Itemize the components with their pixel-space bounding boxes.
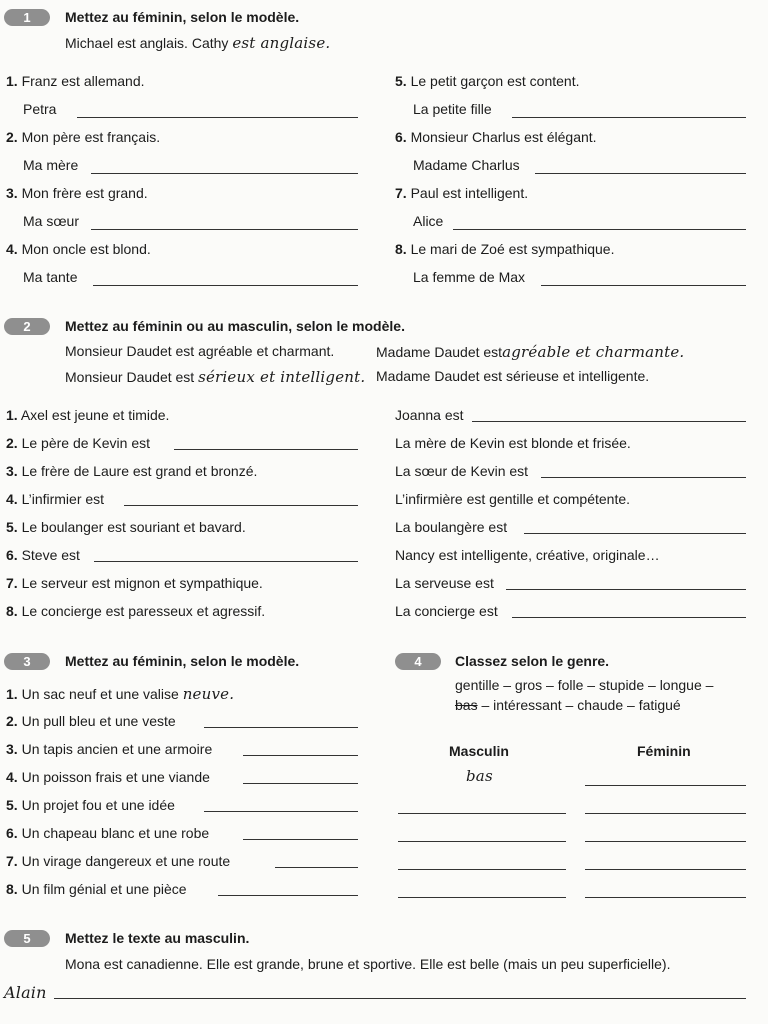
ex1-answer-line-4[interactable] — [93, 285, 358, 286]
ex1-prompt-8: La femme de Max — [413, 269, 526, 285]
item-sentence: Le boulanger est souriant et bavard. — [21, 519, 246, 535]
ex2-answer-line-2[interactable] — [174, 449, 358, 450]
ex2-row-6-right: Nancy est intelligente, créative, originale… — [395, 547, 660, 563]
item-number: 2. — [6, 129, 18, 145]
ex3-answer-line-6[interactable] — [243, 839, 358, 840]
ex2-row-7-right: La serveuse est — [395, 575, 494, 591]
ex1-item-6 — [395, 129, 597, 145]
ex3-answer-line-7[interactable] — [275, 867, 358, 868]
ex1-item-1 — [6, 73, 145, 89]
item-sentence: Un film génial et une pièce — [21, 881, 187, 897]
ex4-feminin-line-1[interactable] — [585, 785, 746, 786]
exercise-2-title: Mettez au féminin ou au masculin, selon le modèle. — [65, 318, 405, 334]
ex1-answer-line-6[interactable] — [535, 173, 746, 174]
ex3-item-2 — [6, 713, 176, 729]
item-number: 7. — [6, 853, 18, 869]
ex1-answer-line-3[interactable] — [91, 229, 358, 230]
ex3-item-6 — [6, 825, 209, 841]
item-number: 6. — [6, 547, 18, 563]
ex2-model-2-right: Madame Daudet est sérieuse et intelligente. — [376, 368, 650, 384]
ex1-prompt-6: Madame Charlus — [413, 157, 520, 173]
item-number: 3. — [6, 463, 18, 479]
ex1-item-4 — [6, 241, 151, 257]
item-sentence: Le mari de Zoé est sympathique. — [410, 241, 615, 257]
item-sentence: Un poisson frais et une viande — [21, 769, 210, 785]
ex1-answer-line-8[interactable] — [541, 285, 746, 286]
item-number: 4. — [6, 241, 18, 257]
ex4-feminin-line-2[interactable] — [585, 813, 746, 814]
ex4-masculin-line-3[interactable] — [398, 841, 566, 842]
item-sentence: Steve est — [21, 547, 80, 563]
ex3-item-5 — [6, 797, 175, 813]
item-sentence: Mon oncle est blond. — [21, 241, 151, 257]
ex4-word-list-line-1: gentille – gros – folle – stupide – longue – — [455, 677, 714, 693]
ex2-row-1-right: Joanna est — [395, 407, 464, 423]
ex3-item-8 — [6, 881, 187, 897]
item-number: 8. — [6, 603, 18, 619]
ex5-answer-line[interactable] — [54, 998, 746, 999]
ex4-feminin-line-3[interactable] — [585, 841, 746, 842]
ex3-item-4 — [6, 769, 210, 785]
item-sentence: Le frère de Laure est grand et bronzé. — [21, 463, 258, 479]
exercise-3-title: Mettez au féminin, selon le modèle. — [65, 653, 300, 669]
item-number: 3. — [6, 741, 18, 757]
ex2-model-1-right — [376, 343, 684, 361]
item-number: 1. — [6, 73, 18, 89]
ex3-answer-line-4[interactable] — [243, 783, 358, 784]
ex2-row-4-right: L’infirmière est gentille et compétente. — [395, 491, 631, 507]
item-number: 6. — [6, 825, 18, 841]
ex1-answer-line-2[interactable] — [91, 173, 358, 174]
item-sentence: Le père de Kevin est — [21, 435, 150, 451]
item-number: 5. — [6, 797, 18, 813]
ex2-row-5-left — [6, 519, 246, 535]
ex2-model-2-left — [65, 368, 365, 386]
ex1-prompt-5: La petite fille — [413, 101, 492, 117]
ex1-prompt-2: Ma mère — [23, 157, 79, 173]
ex1-prompt-1: Petra — [23, 101, 57, 117]
model-sentence: Monsieur Daudet est — [65, 369, 195, 385]
item-sentence: Un pull bleu et une veste — [21, 713, 176, 729]
ex4-feminin-line-5[interactable] — [585, 897, 746, 898]
model-answer: agréable et charmante. — [502, 343, 685, 361]
item-number: 4. — [6, 769, 18, 785]
item-number: 4. — [6, 491, 18, 507]
ex2-row-8-right: La concierge est — [395, 603, 498, 619]
item-number: 2. — [6, 713, 18, 729]
item-sentence: Mon père est français. — [21, 129, 161, 145]
exercise-4-badge: 4 — [395, 653, 441, 670]
exercise-5-badge: 5 — [4, 930, 50, 947]
exercise-1-title: Mettez au féminin, selon le modèle. — [65, 9, 300, 25]
item-sentence: Monsieur Charlus est élégant. — [410, 129, 597, 145]
model-answer: est anglaise. — [232, 34, 331, 52]
item-number: 8. — [6, 881, 18, 897]
item-number: 6. — [395, 129, 407, 145]
item-sentence: Le petit garçon est content. — [410, 73, 580, 89]
item-number: 5. — [6, 519, 18, 535]
ex4-masculin-line-2[interactable] — [398, 813, 566, 814]
ex2-row-6-left — [6, 547, 80, 563]
ex1-item-8 — [395, 241, 614, 257]
ex2-row-2-left — [6, 435, 150, 451]
item-sentence: L’infirmier est — [21, 491, 105, 507]
column-header-masculin: Masculin — [449, 743, 509, 759]
ex4-masculin-line-5[interactable] — [398, 897, 566, 898]
ex4-masculin-line-4[interactable] — [398, 869, 566, 870]
ex3-item-7 — [6, 853, 230, 869]
ex2-answer-line-7[interactable] — [506, 589, 746, 590]
ex2-model-1-left: Monsieur Daudet est agréable et charmant. — [65, 343, 335, 359]
ex1-answer-line-5[interactable] — [512, 117, 746, 118]
ex2-answer-line-8[interactable] — [512, 617, 746, 618]
exercise-3-badge: 3 — [4, 653, 50, 670]
model-sentence: Michael est anglais. Cathy — [65, 35, 229, 51]
item-sentence: Franz est allemand. — [21, 73, 145, 89]
item-number: 7. — [395, 185, 407, 201]
ex5-source-text: Mona est canadienne. Elle est grande, brune et sportive. Elle est belle (mais un peu superficielle). — [65, 956, 671, 972]
exercise-5-title: Mettez le texte au masculin. — [65, 930, 250, 946]
ex1-item-5 — [395, 73, 579, 89]
ex5-answer-start: Alain — [4, 983, 47, 1002]
ex2-row-4-left — [6, 491, 104, 507]
ex3-answer-line-8[interactable] — [218, 895, 358, 896]
item-number: 3. — [6, 185, 18, 201]
model-sentence: Madame Daudet est — [376, 344, 503, 360]
column-header-feminin: Féminin — [637, 743, 691, 759]
item-sentence: Un chapeau blanc et une robe — [21, 825, 210, 841]
ex4-example-answer: bas — [466, 767, 493, 785]
ex2-answer-line-5[interactable] — [524, 533, 746, 534]
ex1-prompt-3: Ma sœur — [23, 213, 79, 229]
ex2-row-3-left — [6, 463, 257, 479]
ex1-item-3 — [6, 185, 148, 201]
item-number: 7. — [6, 575, 18, 591]
ex3-answer-line-3[interactable] — [243, 755, 358, 756]
ex3-item-3 — [6, 741, 212, 757]
ex2-row-7-left — [6, 575, 263, 591]
ex3-answer-line-2[interactable] — [204, 727, 358, 728]
item-number: 8. — [395, 241, 407, 257]
ex2-row-1-left — [6, 407, 169, 423]
model-answer: sérieux et intelligent. — [198, 368, 366, 386]
exercise-4-title: Classez selon le genre. — [455, 653, 610, 669]
ex2-row-5-right: La boulangère est — [395, 519, 508, 535]
exercise-1-model — [65, 34, 330, 52]
ex1-answer-line-1[interactable] — [77, 117, 358, 118]
ex3-answer-line-5[interactable] — [204, 811, 358, 812]
item-sentence: Axel est jeune et timide. — [20, 407, 170, 423]
item-sentence: Paul est intelligent. — [410, 185, 529, 201]
ex1-item-2 — [6, 129, 160, 145]
ex2-row-2-right: La mère de Kevin est blonde et frisée. — [395, 435, 631, 451]
item-sentence: Le serveur est mignon et sympathique. — [21, 575, 263, 591]
ex4-word-list-line-2 — [455, 697, 681, 713]
struck-word: bas — [455, 697, 478, 713]
exercise-2-badge: 2 — [4, 318, 50, 335]
ex2-answer-line-4[interactable] — [124, 505, 358, 506]
item-sentence: Le concierge est paresseux et agressif. — [21, 603, 266, 619]
item-number: 5. — [395, 73, 407, 89]
ex1-prompt-7: Alice — [413, 213, 444, 229]
item-sentence: Un tapis ancien et une armoire — [21, 741, 213, 757]
ex2-answer-line-1[interactable] — [472, 421, 746, 422]
item-sentence: Un virage dangereux et une route — [21, 853, 231, 869]
ex1-item-7 — [395, 185, 528, 201]
item-number: 1. — [6, 407, 18, 423]
ex2-answer-line-6[interactable] — [94, 561, 358, 562]
item-sentence: Un projet fou et une idée — [21, 797, 175, 813]
item-number: 1. — [6, 686, 18, 702]
item-sentence: Mon frère est grand. — [21, 185, 148, 201]
ex2-row-8-left — [6, 603, 265, 619]
exercise-1-badge: 1 — [4, 9, 50, 26]
word-list-rest: – intéressant – chaude – fatigué — [477, 697, 681, 713]
model-answer: neuve. — [182, 685, 235, 703]
item-number: 2. — [6, 435, 18, 451]
ex2-row-3-right: La sœur de Kevin est — [395, 463, 529, 479]
ex1-answer-line-7[interactable] — [453, 229, 746, 230]
ex2-answer-line-3[interactable] — [541, 477, 746, 478]
item-sentence: Un sac neuf et une valise — [21, 686, 179, 702]
ex3-item-1 — [6, 685, 234, 703]
ex1-prompt-4: Ma tante — [23, 269, 78, 285]
ex4-feminin-line-4[interactable] — [585, 869, 746, 870]
